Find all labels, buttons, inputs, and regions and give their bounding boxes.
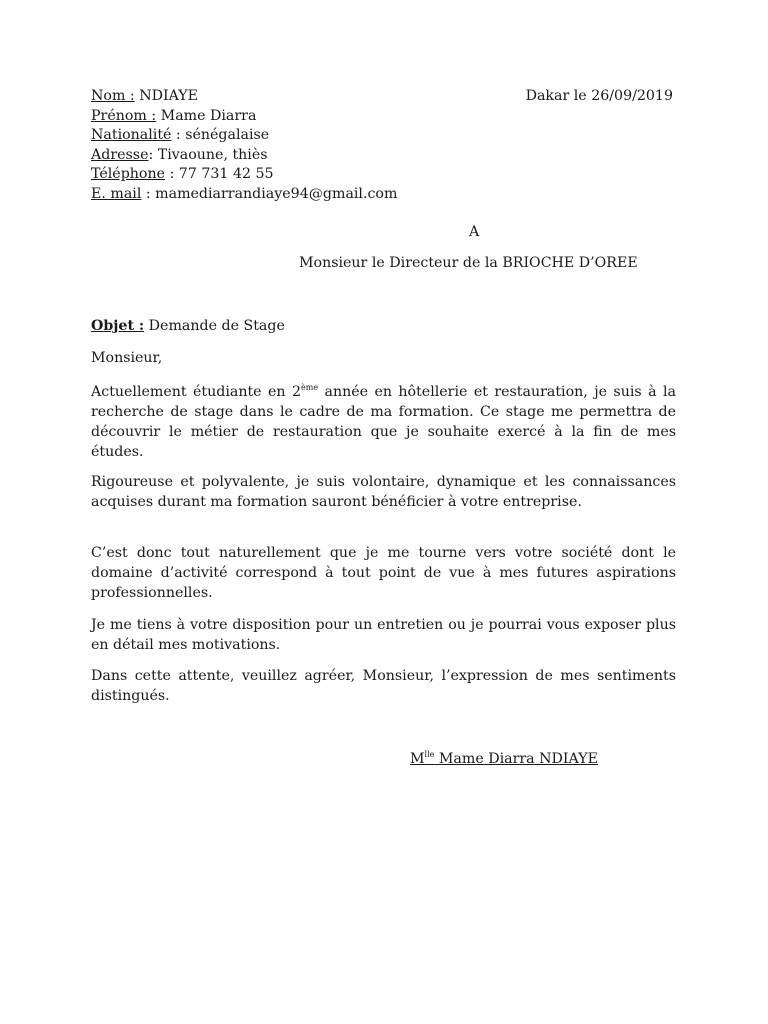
paragraph-1-rest: année en hôtellerie et restauration, je suis à la recherche de stage dans le cadre de ma formation. Ce stage me permettra de découvrir le métier de restauration que je souhaite exercé à la fin de mes études. xyxy=(91,384,676,460)
prenom-value: Mame Diarra xyxy=(156,107,257,124)
sender-prenom xyxy=(91,107,397,127)
paragraph-4: Je me tiens à votre disposition pour un entretien ou je pourrai vous exposer plus en détail mes motivations. xyxy=(91,617,676,653)
sender-nationalite xyxy=(91,126,397,146)
paragraph-3: C’est donc tout naturellement que je me tourne vers votre société dont le domaine d’activité correspond à tout point de vue à mes futures aspirations professionnelles. xyxy=(91,545,676,601)
adresse-label: Adresse xyxy=(91,146,149,163)
sender-block xyxy=(91,87,397,205)
nom-value: NDIAYE xyxy=(134,88,198,104)
signature-superscript: lle xyxy=(424,750,435,759)
ordinal-superscript: ème xyxy=(301,383,319,392)
subject-value: Demande de Stage xyxy=(144,318,285,334)
adresse-value: : Tivaoune, thiès xyxy=(148,146,268,163)
prenom-label: Prénom : xyxy=(91,107,157,124)
signature-prefix: M xyxy=(410,751,425,767)
recipient-a: A xyxy=(469,224,480,240)
paragraph-2: Rigoureuse et polyvalente, je suis volontaire, dynamique et les connaissances acquises durant ma formation sauront bénéficier à votre entreprise. xyxy=(91,474,676,510)
telephone-label: Téléphone xyxy=(91,166,165,183)
email-label: E. mail xyxy=(91,185,142,202)
signature-name: Mame Diarra NDIAYE xyxy=(434,751,598,767)
paragraph-5: Dans cette attente, veuillez agréer, Monsieur, l’expression de mes sentiments distingués. xyxy=(91,668,676,704)
sender-nom xyxy=(91,87,397,107)
paragraph-1 xyxy=(91,382,676,462)
recipient-name: Monsieur le Directeur de la BRIOCHE D’OREE xyxy=(299,255,638,271)
nationalite-label: Nationalité xyxy=(91,127,172,144)
letter-date: Dakar le 26/09/2019 xyxy=(525,88,673,104)
signature xyxy=(410,751,598,767)
sender-email xyxy=(91,185,397,205)
email-value: : mamediarrandiaye94@gmail.com xyxy=(141,185,398,202)
nom-label: Nom : xyxy=(91,88,135,104)
sender-adresse xyxy=(91,146,397,166)
sender-telephone xyxy=(91,165,397,185)
nationalite-value: : sénégalaise xyxy=(171,127,270,144)
subject-label: Objet : xyxy=(91,318,145,334)
salutation: Monsieur, xyxy=(91,350,163,366)
letter-subject xyxy=(91,318,285,334)
telephone-value: : 77 731 42 55 xyxy=(165,166,274,183)
paragraph-1-start: Actuellement étudiante en 2 xyxy=(91,384,301,400)
